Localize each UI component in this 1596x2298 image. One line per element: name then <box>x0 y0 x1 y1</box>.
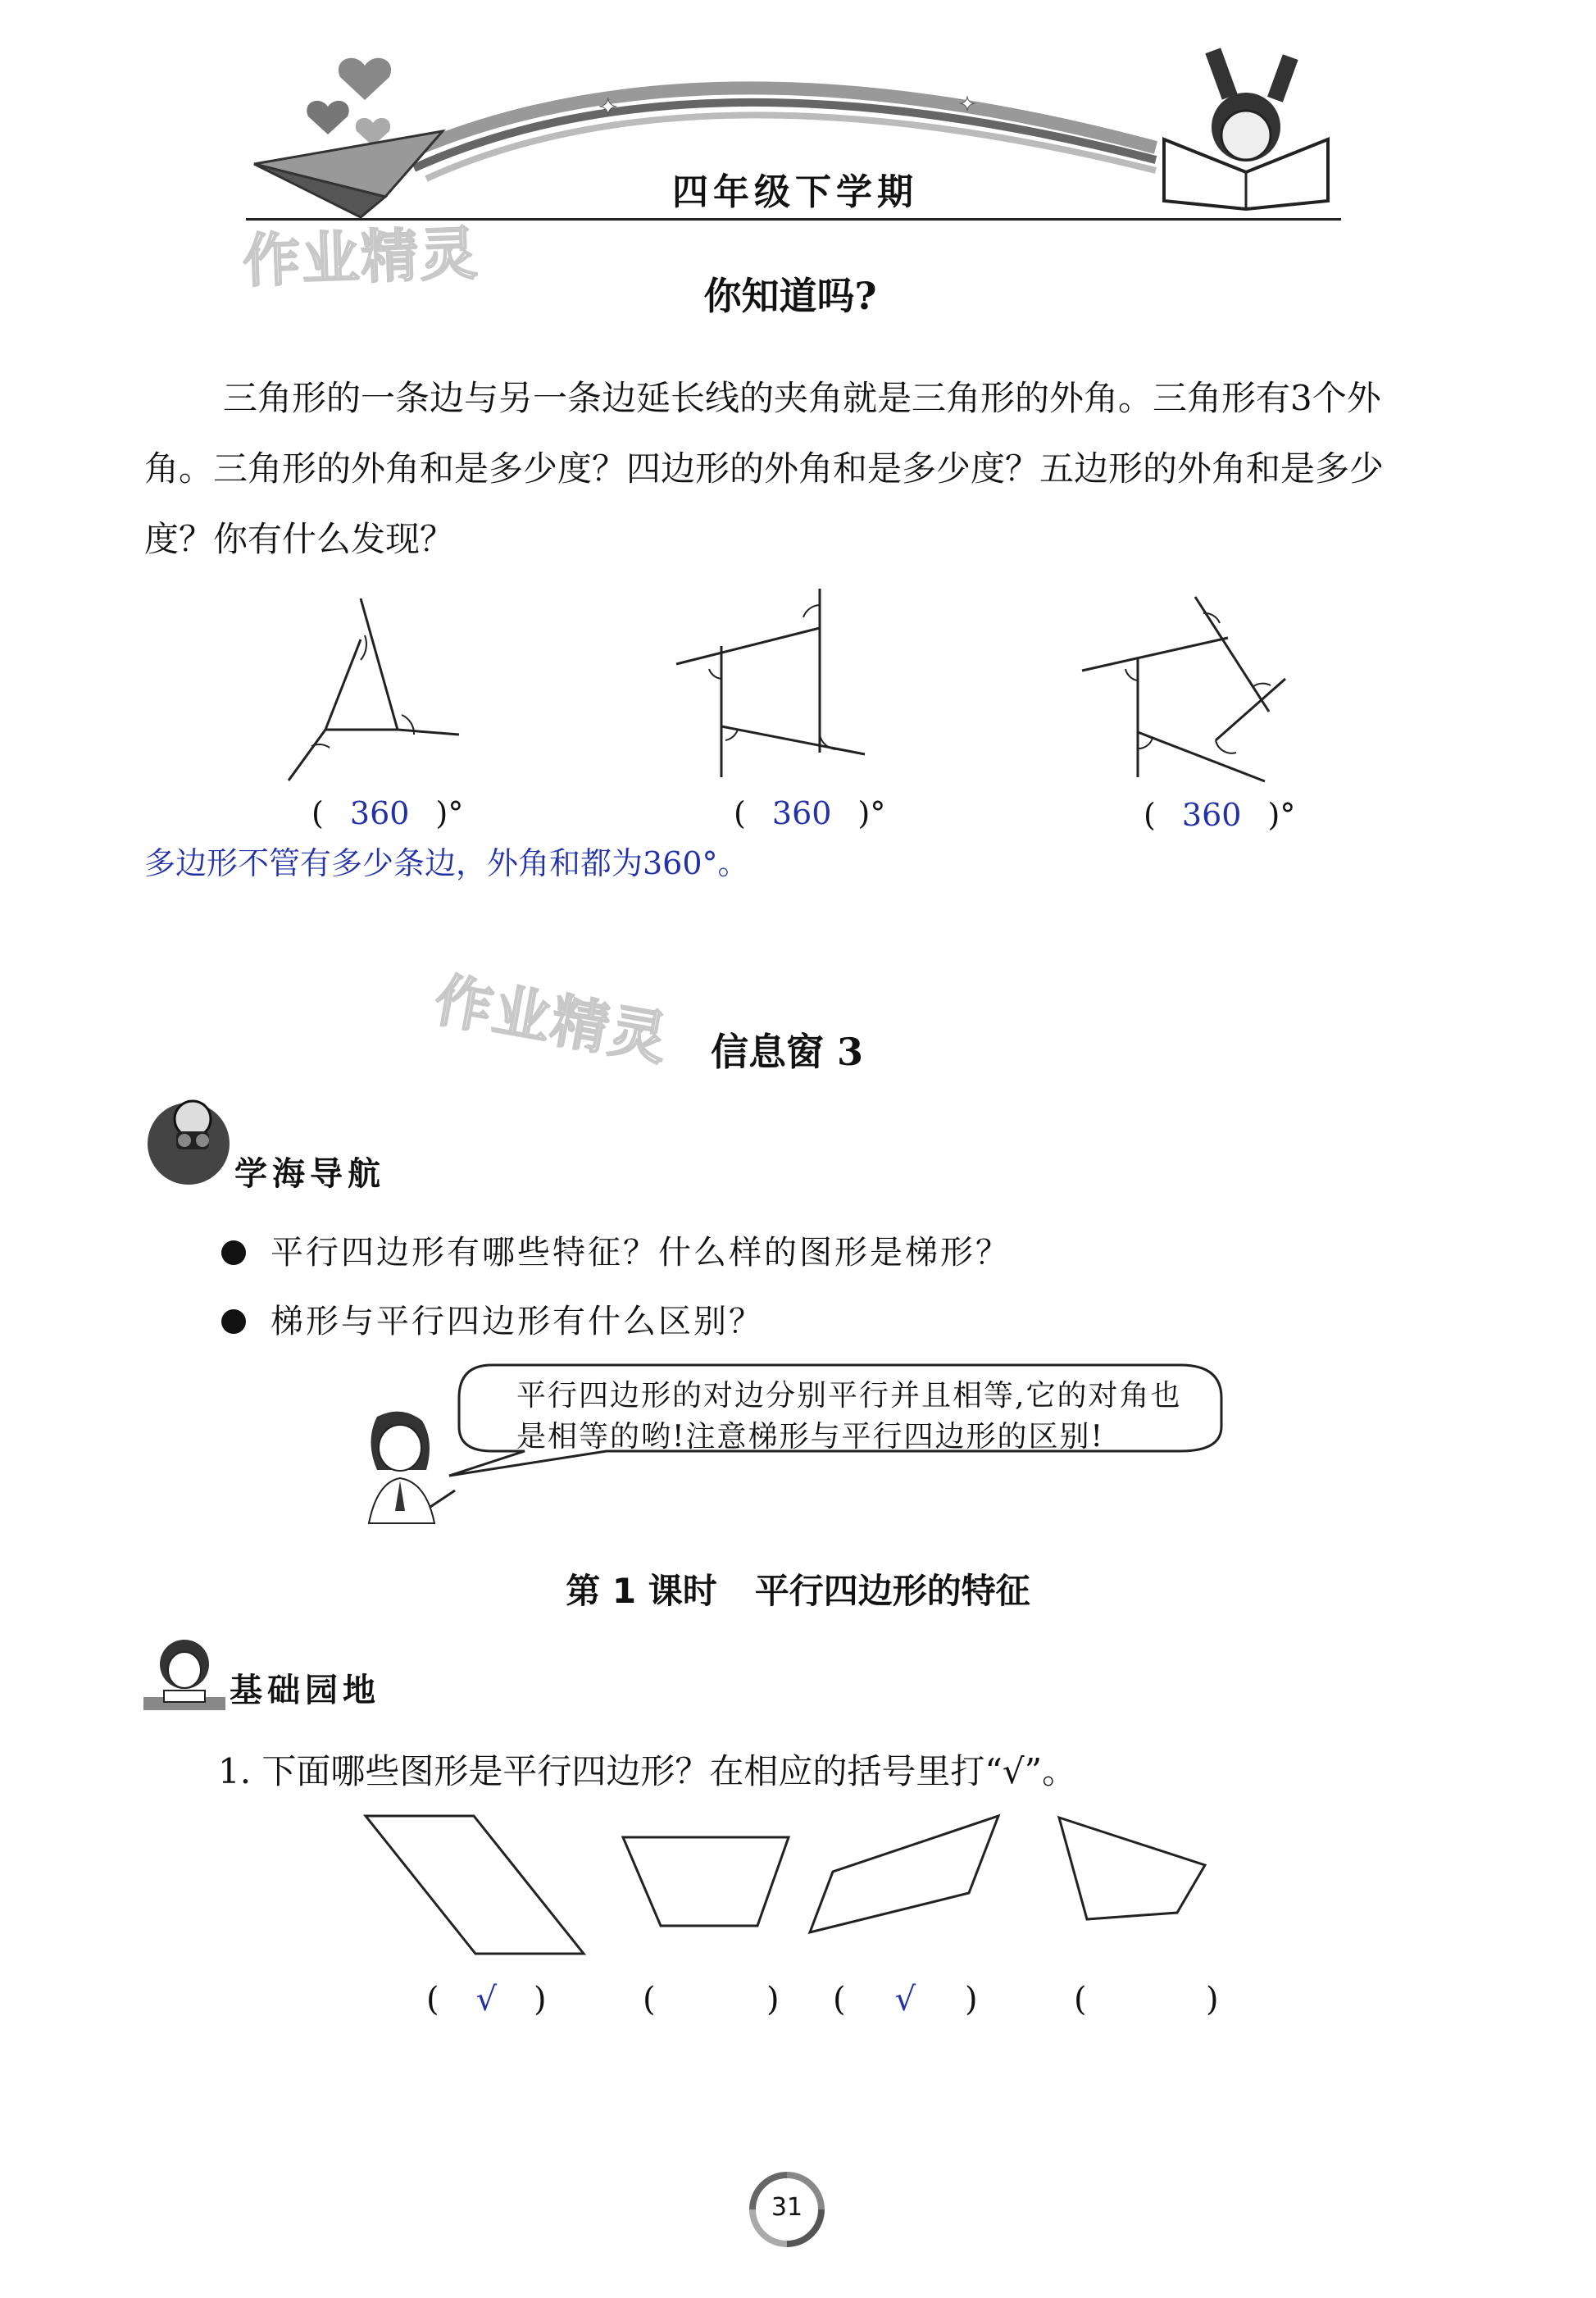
paren-close: ) <box>965 1981 978 2018</box>
bullet-item <box>221 1226 1011 1273</box>
shape-parallelogram-slanted <box>810 1816 998 1932</box>
answer-open-paren: ( <box>1144 797 1156 833</box>
shape-quadrilateral <box>1059 1818 1205 1919</box>
quadrilateral-exterior-angle-figure <box>672 589 869 785</box>
basics-label: 基础园地 <box>230 1672 380 1709</box>
lesson-title: 平行四边形的特征 <box>754 1571 1030 1611</box>
paren-open: ( <box>426 1981 439 2018</box>
paren-close: ) <box>534 1981 547 2018</box>
header-title: 四年级下学期 <box>672 171 918 213</box>
bullet-text: 平行四边形有哪些特征？什么样的图形是梯形？ <box>271 1234 1011 1272</box>
bullet-dot <box>221 1240 246 1265</box>
paragraph-text: 三角形的一条边与另一条边延长线的夹角就是三角形的外角。三角形有3个外角。三角形的外角和是多少度？四边形的外角和是多少度？五边形的外角和是多少度？你有什么发现？ <box>144 378 1385 559</box>
answer-pentagon <box>1144 797 1295 833</box>
answer-value: 360 <box>349 795 410 831</box>
answer-close-paren: )° <box>857 795 886 831</box>
check-mark: √ <box>475 1981 498 2018</box>
lesson-heading <box>0 1564 1596 1613</box>
answer-close-paren: )° <box>1267 797 1296 833</box>
triangle-exterior-angle-figure <box>279 590 475 787</box>
bullet-item <box>221 1295 764 1342</box>
answer-open-paren: ( <box>311 795 324 831</box>
paren-open: ( <box>643 1981 656 2018</box>
navigator-mascot-icon <box>143 1090 234 1189</box>
answer-paren-4 <box>1074 1981 1219 2018</box>
paren-open: ( <box>833 1981 846 2018</box>
svg-text:✦: ✦ <box>598 93 618 121</box>
answer-value: 360 <box>1181 797 1242 833</box>
svg-text:✦: ✦ <box>959 93 976 116</box>
check-mark: √ <box>894 1981 916 2018</box>
study-navigator-label: 学海导航 <box>234 1155 385 1193</box>
bullet-dot <box>221 1309 246 1334</box>
shape-parallelogram-tall <box>366 1816 584 1954</box>
watermark: 作业精灵 <box>430 966 674 1074</box>
info-window-title: 信息窗 3 <box>710 1030 864 1074</box>
answer-close-paren: )° <box>435 795 464 831</box>
answer-paren-3 <box>833 1981 978 2018</box>
question-shapes <box>361 1808 1213 1972</box>
answer-triangle <box>311 795 463 831</box>
shape-trapezoid <box>623 1837 789 1926</box>
page-number: 31 <box>771 2193 803 2222</box>
answer-open-paren: ( <box>734 795 746 831</box>
pentagon-exterior-angle-figure <box>1080 589 1294 785</box>
speech-bubble-text: 平行四边形的对边分别平行并且相等,它的对角也是相等的哟!注意梯形与平行四边形的区别! <box>516 1379 1182 1454</box>
watermark: 作业精灵 <box>241 219 480 295</box>
paren-open: ( <box>1074 1981 1087 2018</box>
paren-close: ) <box>1206 1981 1219 2018</box>
answer-paren-2 <box>643 1981 780 2018</box>
answer-paren-1 <box>426 1981 547 2018</box>
reading-girl-icon <box>143 1633 225 1715</box>
bullet-text: 梯形与平行四边形有什么区别？ <box>271 1303 764 1340</box>
question-1: 1. 下面哪些图形是平行四边形？在相应的括号里打“√”。 <box>218 1751 1077 1791</box>
answer-quadrilateral <box>734 795 885 831</box>
teacher-girl-icon <box>344 1408 459 1531</box>
answer-value: 360 <box>771 795 832 831</box>
conclusion-note: 多边形不管有多少条边，外角和都为360°。 <box>144 845 749 881</box>
lesson-number: 第 1 课时 <box>566 1571 717 1611</box>
paren-close: ) <box>766 1981 780 2018</box>
did-you-know-title: 你知道吗? <box>703 274 877 318</box>
did-you-know-paragraph <box>144 363 1448 575</box>
